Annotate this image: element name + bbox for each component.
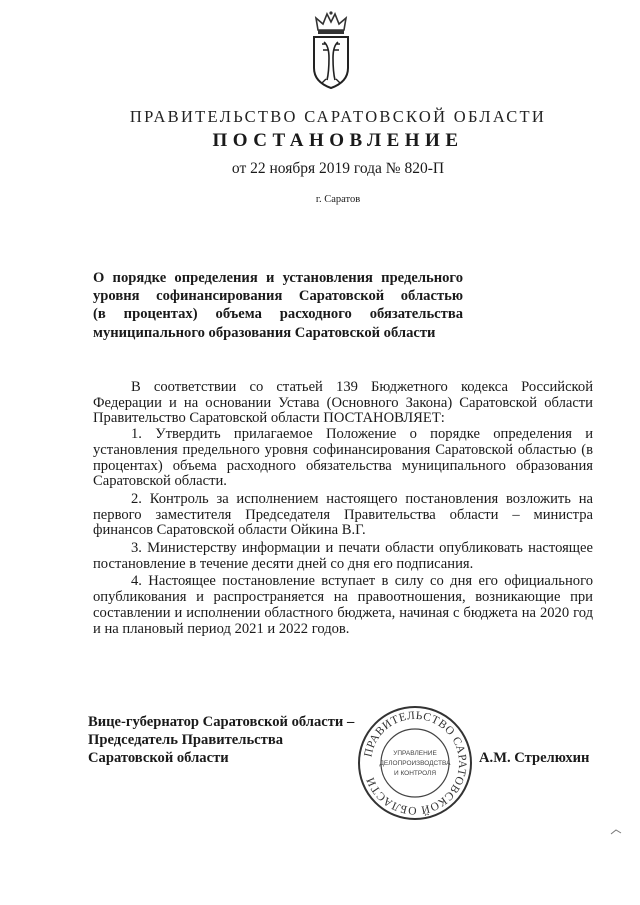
stamp-center-line: ДЕЛОПРОИЗВОДСТВА	[379, 760, 451, 767]
government-name: ПРАВИТЕЛЬСТВО САРАТОВСКОЙ ОБЛАСТИ	[129, 107, 547, 126]
item-4-paragraph: 4. Настоящее постановление вступает в силу со дня его официального опубликования и распространяется на правоотношения, возникающие при составлении и исполнении областного бюджета, начиная с бюджета на 2020 год и на плановый период 2021 и 2022 годов.	[93, 573, 593, 637]
position-line: Вице-губернатор Саратовской области –	[88, 714, 355, 730]
position-line: Председатель Правительства	[88, 731, 284, 748]
title-line: О порядке определения и установления предельного	[93, 270, 463, 286]
item-3-paragraph: 3. Министерству информации и печати области опубликовать настоящее постановление в течение десяти дней со дня его подписания.	[93, 540, 593, 572]
scan-mark	[610, 828, 622, 836]
stamp-center-line: И КОНТРОЛЯ	[393, 770, 437, 777]
stamp-center-line: УПРАВЛЕНИЕ	[393, 750, 437, 757]
preamble-paragraph: В соответствии со статьей 139 Бюджетного кодекса Российской Федерации и на основании Устава (Основного Закона) Саратовской области Правительство Саратовской области ПОСТАНОВЛЯЕТ:	[93, 379, 593, 427]
item-2-paragraph: 2. Контроль за исполнением настоящего постановления возложить на первого заместителя Председателя Правительства области – министра финансов Саратовской области Ойкина В.Г.	[93, 490, 593, 539]
document-type: ПОСТАНОВЛЕНИЕ	[212, 130, 464, 151]
official-stamp	[355, 703, 475, 823]
stamp-ring-text: ПРАВИТЕЛЬСТВО САРАТОВСКОЙ ОБЛАСТИ	[362, 709, 469, 817]
decree-city: г. Саратов	[315, 194, 361, 205]
decree-body	[93, 380, 593, 637]
decree-date-number: от 22 ноября 2019 года № 820-П	[231, 160, 445, 177]
signatory-name: А.М. Стрелюхин	[479, 750, 590, 766]
signatory-position	[88, 714, 354, 767]
decree-title	[93, 269, 463, 342]
title-line: уровня софинансирования Саратовской областью	[93, 288, 463, 305]
saratov-coat-of-arms	[302, 10, 360, 90]
title-line: муниципального образования Саратовской области	[93, 324, 436, 341]
title-line: (в процентах) объема расходного обязательства	[93, 306, 463, 323]
position-line: Саратовской области	[88, 749, 229, 766]
item-1-paragraph: 1. Утвердить прилагаемое Положение о порядке определения и установления предельного уровня софинансирования Саратовской областью (в процентах) объема расходного обязательства муниципального образования Саратовской области.	[93, 426, 593, 490]
